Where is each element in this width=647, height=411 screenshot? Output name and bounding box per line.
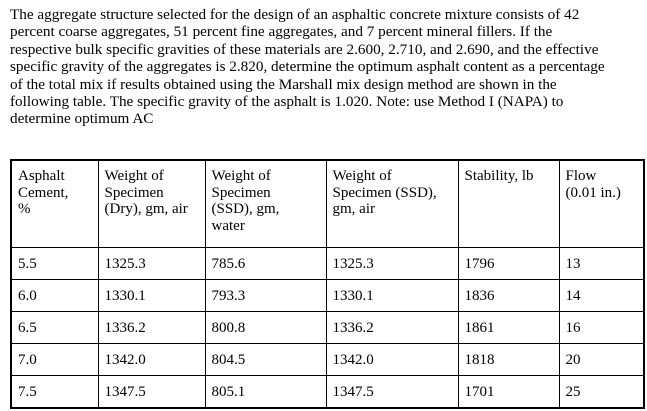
column-header (326, 160, 458, 248)
table-cell: 1342.0 (98, 344, 205, 376)
table-cell: 6.0 (11, 280, 98, 312)
header-line: Flow (565, 168, 597, 184)
table-cell: 1330.1 (98, 280, 205, 312)
table-header-row (11, 160, 644, 248)
column-header (205, 160, 326, 248)
table-cell: 1330.1 (326, 280, 458, 312)
table-cell: 1818 (458, 344, 559, 376)
table-row (11, 312, 644, 344)
problem-line: of the total mix if results obtained using the Marshall mix design method are shown in the (10, 75, 557, 93)
problem-line: The aggregate structure selected for the design of an asphaltic concrete mixture consists of 42 (10, 6, 580, 23)
header-line: Specimen (SSD), (332, 184, 437, 201)
table-cell: 1336.2 (98, 312, 205, 344)
table-cell: 793.3 (205, 280, 326, 312)
table-cell: 14 (559, 280, 644, 312)
header-line: Asphalt (18, 168, 65, 184)
header-line: (0.01 in.) (565, 184, 621, 201)
table-cell: 5.5 (11, 248, 98, 280)
problem-line: specific gravity of the aggregates is 2.820, determine the optimum asphalt content as a percentage (10, 58, 605, 76)
column-header (458, 160, 559, 248)
table-cell: 6.5 (11, 312, 98, 344)
header-line: Cement, (18, 184, 69, 201)
table-row (11, 344, 644, 376)
table-cell: 13 (559, 248, 644, 280)
table-cell: 804.5 (205, 344, 326, 376)
table-cell: 1701 (458, 376, 559, 409)
table-row (11, 248, 644, 280)
table-cell: 1796 (458, 248, 559, 280)
header-line: Weight of (332, 168, 392, 184)
column-header (98, 160, 205, 248)
problem-statement (10, 6, 645, 128)
table-cell: 1336.2 (326, 312, 458, 344)
header-line: Specimen (104, 184, 164, 201)
column-header (11, 160, 98, 248)
header-line: Specimen (211, 184, 271, 201)
table-cell: 785.6 (205, 248, 326, 280)
header-line: Stability, lb (464, 168, 534, 184)
table-cell: 16 (559, 312, 644, 344)
header-line: gm, air (332, 201, 375, 217)
header-line: % (18, 201, 31, 217)
table-cell: 25 (559, 376, 644, 409)
problem-line: determine optimum AC (10, 110, 154, 128)
table-cell: 1347.5 (326, 376, 458, 409)
table-cell: 1347.5 (98, 376, 205, 409)
table-cell: 805.1 (205, 376, 326, 409)
problem-line: percent coarse aggregates, 51 percent fine aggregates, and 7 percent mineral fillers. If the (10, 23, 553, 41)
table-cell: 1836 (458, 280, 559, 312)
header-line: water (211, 217, 245, 234)
header-line: (SSD), gm, (211, 201, 280, 217)
problem-line: respective bulk specific gravities of these materials are 2.600, 2.710, and 2.690, and the effective (10, 40, 599, 58)
header-line: Weight of (211, 168, 271, 184)
table-row (11, 280, 644, 312)
table-cell: 7.5 (11, 376, 98, 409)
problem-line: following table. The specific gravity of the asphalt is 1.020. Note: use Method I (NAPA) to (10, 93, 564, 111)
marshall-data-table (10, 159, 645, 409)
table-cell: 7.0 (11, 344, 98, 376)
table-cell: 1861 (458, 312, 559, 344)
table-cell: 800.8 (205, 312, 326, 344)
table-row (11, 376, 644, 409)
table-cell: 1342.0 (326, 344, 458, 376)
header-line: (Dry), gm, air (104, 201, 188, 217)
table-cell: 1325.3 (98, 248, 205, 280)
header-line: Weight of (104, 168, 164, 184)
table-cell: 1325.3 (326, 248, 458, 280)
table-cell: 20 (559, 344, 644, 376)
column-header (559, 160, 644, 248)
